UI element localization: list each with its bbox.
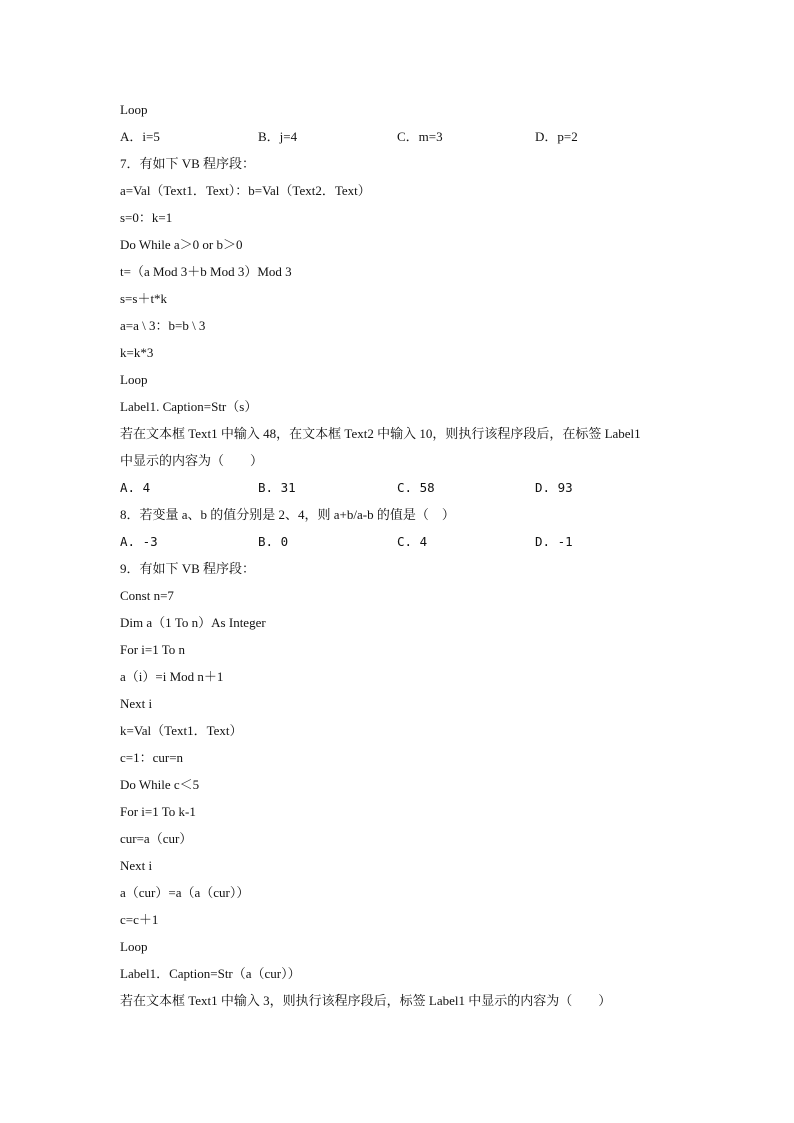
q8-title: 8．若变量 a、b 的值分别是 2、4，则 a+b/a-b 的值是（ ） bbox=[120, 507, 455, 522]
code-line: For i=1 To n bbox=[120, 642, 186, 657]
q6-options bbox=[120, 127, 680, 147]
code-line: s=0：k=1 bbox=[120, 210, 173, 225]
code-line: For i=1 To k-1 bbox=[120, 804, 196, 819]
q8-options bbox=[120, 532, 680, 552]
q8-option-a: A. -3 bbox=[120, 534, 158, 549]
code-line: s=s＋t*k bbox=[120, 291, 168, 306]
q7-prompt: 中显示的内容为（ ） bbox=[120, 453, 264, 468]
q9-title: 9．有如下 VB 程序段： bbox=[120, 561, 256, 576]
q6-option-d: D．p=2 bbox=[535, 129, 578, 144]
q7-title: 7．有如下 VB 程序段： bbox=[120, 156, 256, 171]
code-line: k=k*3 bbox=[120, 345, 154, 360]
q7-options bbox=[120, 478, 680, 498]
code-line: c=c＋1 bbox=[120, 912, 159, 927]
code-line: Next i bbox=[120, 858, 153, 873]
code-line: cur=a（cur） bbox=[120, 831, 193, 846]
code-line: a（cur）=a（a（cur）） bbox=[120, 885, 250, 900]
code-line: Dim a（1 To n）As Integer bbox=[120, 615, 266, 630]
q8-option-d: D. -1 bbox=[535, 534, 573, 549]
code-line: c=1：cur=n bbox=[120, 750, 184, 765]
q7-option-d: D. 93 bbox=[535, 480, 573, 495]
q7-option-a: A. 4 bbox=[120, 480, 151, 495]
q7-option-c: C. 58 bbox=[397, 480, 435, 495]
code-line: Loop bbox=[120, 939, 148, 954]
code-line: Next i bbox=[120, 696, 153, 711]
code-line: Loop bbox=[120, 102, 148, 117]
q6-option-b: B．j=4 bbox=[258, 129, 298, 144]
code-line: Label1．Caption=Str（a（cur）） bbox=[120, 966, 301, 981]
code-line: Do While a＞0 or b＞0 bbox=[120, 237, 243, 252]
code-line: a（i）=i Mod n＋1 bbox=[120, 669, 224, 684]
q6-option-a: A．i=5 bbox=[120, 129, 160, 144]
q7-option-b: B. 31 bbox=[258, 480, 296, 495]
q8-option-b: B. 0 bbox=[258, 534, 289, 549]
code-line: Label1. Caption=Str（s） bbox=[120, 399, 258, 414]
code-line: Do While c＜5 bbox=[120, 777, 200, 792]
code-line: Loop bbox=[120, 372, 148, 387]
code-line: a=Val（Text1．Text）：b=Val（Text2．Text） bbox=[120, 183, 371, 198]
code-line: Const n=7 bbox=[120, 588, 174, 603]
q6-option-c: C．m=3 bbox=[397, 129, 443, 144]
code-line: k=Val（Text1．Text） bbox=[120, 723, 243, 738]
q8-option-c: C. 4 bbox=[397, 534, 428, 549]
code-line: a=a \ 3：b=b \ 3 bbox=[120, 318, 206, 333]
q9-prompt: 若在文本框 Text1 中输入 3，则执行该程序段后，标签 Label1 中显示的内容为（ ） bbox=[120, 993, 612, 1008]
q7-prompt: 若在文本框 Text1 中输入 48，在文本框 Text2 中输入 10，则执行该程序段后，在标签 Label1 bbox=[120, 426, 641, 441]
code-line: t=（a Mod 3＋b Mod 3）Mod 3 bbox=[120, 264, 292, 279]
